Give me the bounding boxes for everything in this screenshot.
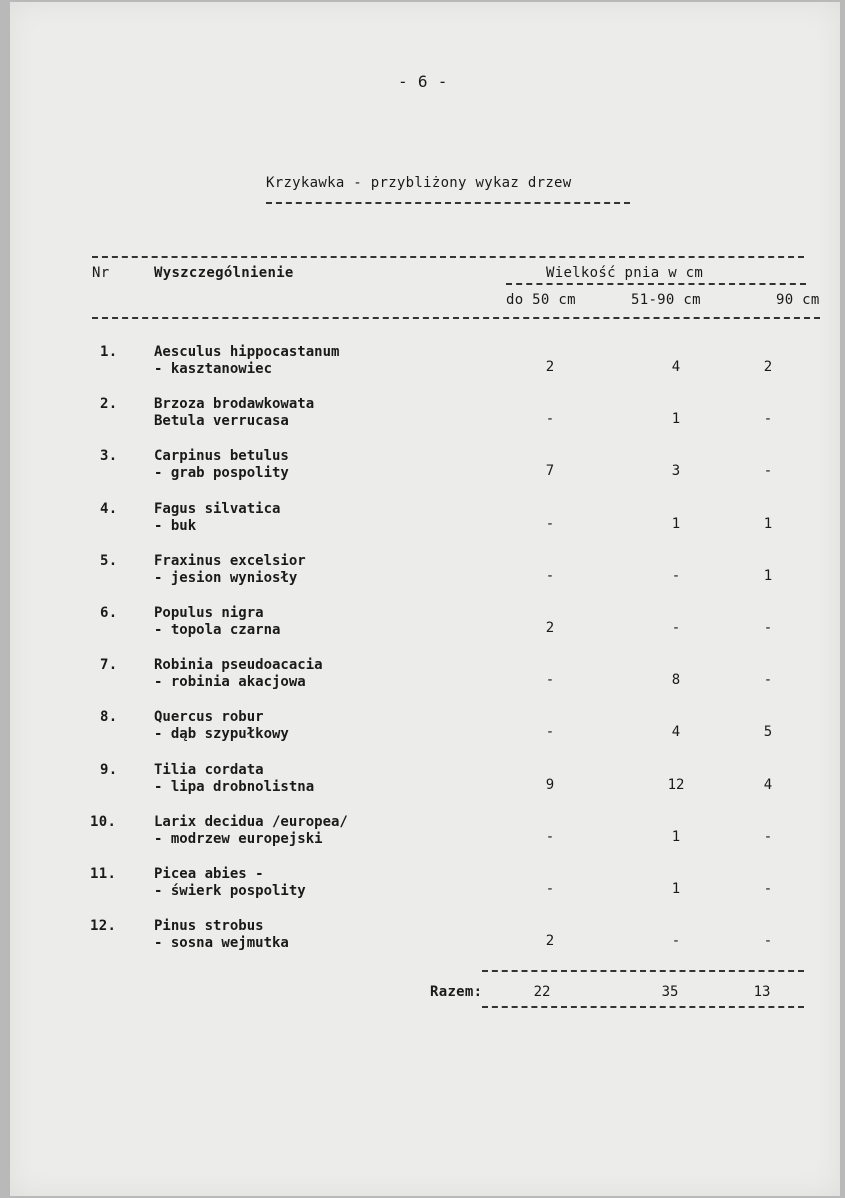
row-col3: -: [763, 620, 773, 636]
row-col2: 4: [671, 724, 681, 740]
row-number: 8.: [100, 709, 118, 725]
row-col2: -: [671, 568, 681, 584]
row-name-line2: - świerk pospolity: [154, 883, 306, 899]
row-number: 5.: [100, 553, 118, 569]
row-number: 3.: [100, 448, 118, 464]
row-col3: 1: [763, 516, 773, 532]
row-name-line2: - modrzew europejski: [154, 831, 323, 847]
row-col3: -: [763, 672, 773, 688]
row-col1: -: [545, 724, 555, 740]
row-name-line1: Brzoza brodawkowata: [154, 396, 315, 412]
row-col3: 2: [763, 359, 773, 375]
row-number: 9.: [100, 762, 118, 778]
row-name-line2: - lipa drobnolistna: [154, 779, 315, 795]
row-name-line1: Fagus silvatica: [154, 501, 281, 517]
header-col3: 90 cm: [776, 292, 820, 308]
row-number: 7.: [100, 657, 118, 673]
row-col2: 1: [671, 881, 681, 897]
row-col1: -: [545, 411, 555, 427]
total-bottom-rule: [482, 1006, 804, 1008]
total-top-rule: [482, 970, 804, 972]
row-col2: 1: [671, 516, 681, 532]
row-number: 6.: [100, 605, 118, 621]
header-size-group: Wielkość pnia w cm: [546, 265, 704, 281]
page-title: Krzykawka - przybliżony wykaz drzew: [266, 175, 572, 191]
row-col2: 1: [671, 411, 681, 427]
header-col1: do 50 cm: [506, 292, 576, 308]
row-col3: 4: [763, 777, 773, 793]
row-name-line1: Tilia cordata: [154, 762, 264, 778]
row-col3: 1: [763, 568, 773, 584]
row-col1: -: [545, 568, 555, 584]
row-col1: -: [545, 672, 555, 688]
row-col1: 2: [545, 620, 555, 636]
row-col2: 1: [671, 829, 681, 845]
row-number: 11.: [90, 866, 117, 882]
row-name-line1: Robinia pseudoacacia: [154, 657, 323, 673]
title-underline: [266, 202, 630, 204]
row-name-line2: Betula verrucasa: [154, 413, 289, 429]
total-col1: 22: [533, 984, 551, 1000]
row-col1: -: [545, 829, 555, 845]
row-name-line2: - kasztanowiec: [154, 361, 273, 377]
row-name-line2: - grab pospolity: [154, 465, 289, 481]
row-name-line2: - jesion wyniosły: [154, 570, 298, 586]
row-col1: 9: [545, 777, 555, 793]
row-name-line1: Aesculus hippocastanum: [154, 344, 340, 360]
row-name-line1: Quercus robur: [154, 709, 264, 725]
row-col2: 12: [667, 777, 685, 793]
row-col2: 4: [671, 359, 681, 375]
row-number: 12.: [90, 918, 117, 934]
row-col2: -: [671, 620, 681, 636]
row-name-line2: - robinia akacjowa: [154, 674, 306, 690]
row-col3: -: [763, 881, 773, 897]
row-col1: 2: [545, 359, 555, 375]
row-name-line2: - buk: [154, 518, 197, 534]
header-bottom-rule: [92, 317, 820, 319]
row-col3: -: [763, 933, 773, 949]
row-name-line1: Populus nigra: [154, 605, 264, 621]
page-number: - 6 -: [398, 72, 448, 91]
total-col3: 13: [753, 984, 771, 1000]
total-col2: 35: [661, 984, 679, 1000]
row-name-line2: - dąb szypułkowy: [154, 726, 289, 742]
row-name-line1: Fraxinus excelsior: [154, 553, 306, 569]
row-number: 1.: [100, 344, 118, 360]
row-name-line2: - topola czarna: [154, 622, 281, 638]
header-description: Wyszczególnienie: [154, 265, 294, 281]
row-col3: 5: [763, 724, 773, 740]
row-col1: -: [545, 516, 555, 532]
header-col2: 51-90 cm: [631, 292, 701, 308]
row-col1: 7: [545, 463, 555, 479]
row-col3: -: [763, 829, 773, 845]
row-col2: -: [671, 933, 681, 949]
row-col3: -: [763, 411, 773, 427]
row-col2: 3: [671, 463, 681, 479]
size-group-rule: [506, 283, 806, 285]
header-nr: Nr: [92, 265, 110, 281]
row-name-line2: - sosna wejmutka: [154, 935, 289, 951]
total-label: Razem:: [430, 984, 483, 1000]
row-number: 10.: [90, 814, 117, 830]
row-name-line1: Carpinus betulus: [154, 448, 289, 464]
row-number: 4.: [100, 501, 118, 517]
row-name-line1: Picea abies -: [154, 866, 264, 882]
row-col2: 8: [671, 672, 681, 688]
header-top-rule: [92, 256, 804, 258]
row-number: 2.: [100, 396, 118, 412]
row-col1: -: [545, 881, 555, 897]
row-name-line1: Pinus strobus: [154, 918, 264, 934]
row-name-line1: Larix decidua /europea/: [154, 814, 348, 830]
row-col1: 2: [545, 933, 555, 949]
row-col3: -: [763, 463, 773, 479]
